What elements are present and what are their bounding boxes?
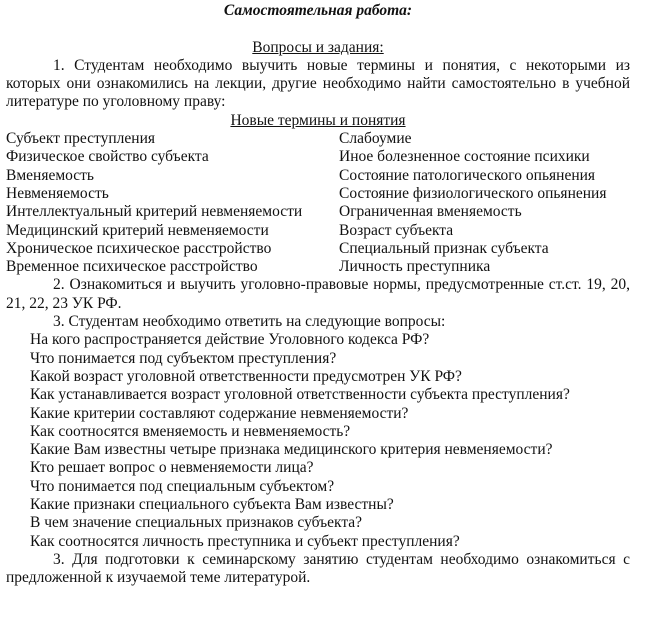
task-3-paragraph: 3. Студентам необходимо ответить на следующие вопросы: <box>53 313 446 331</box>
question-item: Что понимается под специальным субъектом? <box>30 477 335 495</box>
term-item: Невменяемость <box>6 184 109 202</box>
task-4-paragraph: 3. Для подготовки к семинарскому занятию студентам необходимо ознакомиться с предложенной к изучаемой теме литературой. <box>6 550 630 587</box>
term-item: Временное психическое расстройство <box>6 258 258 276</box>
task-1-paragraph: 1. Студентам необходимо выучить новые термины и понятия, с некоторыми из которых они ознакомились на лекции, другие необходимо найти самостоятельно в учебной литературе по уголовному праву: <box>6 56 630 111</box>
question-item: Какие Вам известны четыре признака медицинского критерия невменяемости? <box>30 441 553 459</box>
term-item: Хроническое психическое расстройство <box>6 239 272 257</box>
term-item: Интеллектуальный критерий невменяемости <box>6 203 303 221</box>
question-item: В чем значение специальных признаков субъекта? <box>30 514 363 532</box>
term-item: Состояние физиологического опьянения <box>339 184 607 202</box>
section-title: Вопросы и задания: <box>252 38 384 56</box>
term-item: Медицинский критерий невменяемости <box>6 221 269 239</box>
term-item: Личность преступника <box>339 258 491 276</box>
questions-list <box>6 331 630 551</box>
term-item: Иное болезненное состояние психики <box>339 148 590 166</box>
question-item: Что понимается под субъектом преступления? <box>30 349 337 367</box>
term-item: Состояние патологического опьянения <box>339 166 596 184</box>
term-item: Возраст субъекта <box>339 221 454 239</box>
question-item: Какой возраст уголовной ответственности предусмотрен УК РФ? <box>30 367 462 385</box>
question-item: Как соотносятся вменяемость и невменяемость? <box>30 422 351 440</box>
question-item: Какие критерии составляют содержание невменяемости? <box>30 404 409 422</box>
terms-heading: Новые термины и понятия <box>230 111 406 129</box>
question-item: На кого распространяется действие Уголовного кодекса РФ? <box>30 331 430 349</box>
question-item: Кто решает вопрос о невменяемости лица? <box>30 459 314 477</box>
terms-grid <box>6 130 630 276</box>
term-item: Слабоумие <box>339 130 412 148</box>
document-title: Самостоятельная работа: <box>223 2 413 19</box>
blank-line <box>6 20 630 38</box>
term-item: Специальный признак субъекта <box>339 239 549 257</box>
term-item: Ограниченная вменяемость <box>339 203 522 221</box>
question-item: Как соотносятся личность преступника и субъект преступления? <box>30 532 460 550</box>
term-item: Вменяемость <box>6 166 94 184</box>
task-2-paragraph: 2. Ознакомиться и выучить уголовно-правовые нормы, предусмотренные ст.ст. 19, 20, 21, 22, 23 УК РФ. <box>6 276 630 312</box>
term-item: Субъект преступления <box>6 130 156 148</box>
question-item: Как устанавливается возраст уголовной ответственности субъекта преступления? <box>30 386 570 404</box>
term-item: Физическое свойство субъекта <box>6 148 209 166</box>
question-item: Какие признаки специального субъекта Вам известны? <box>30 496 394 514</box>
